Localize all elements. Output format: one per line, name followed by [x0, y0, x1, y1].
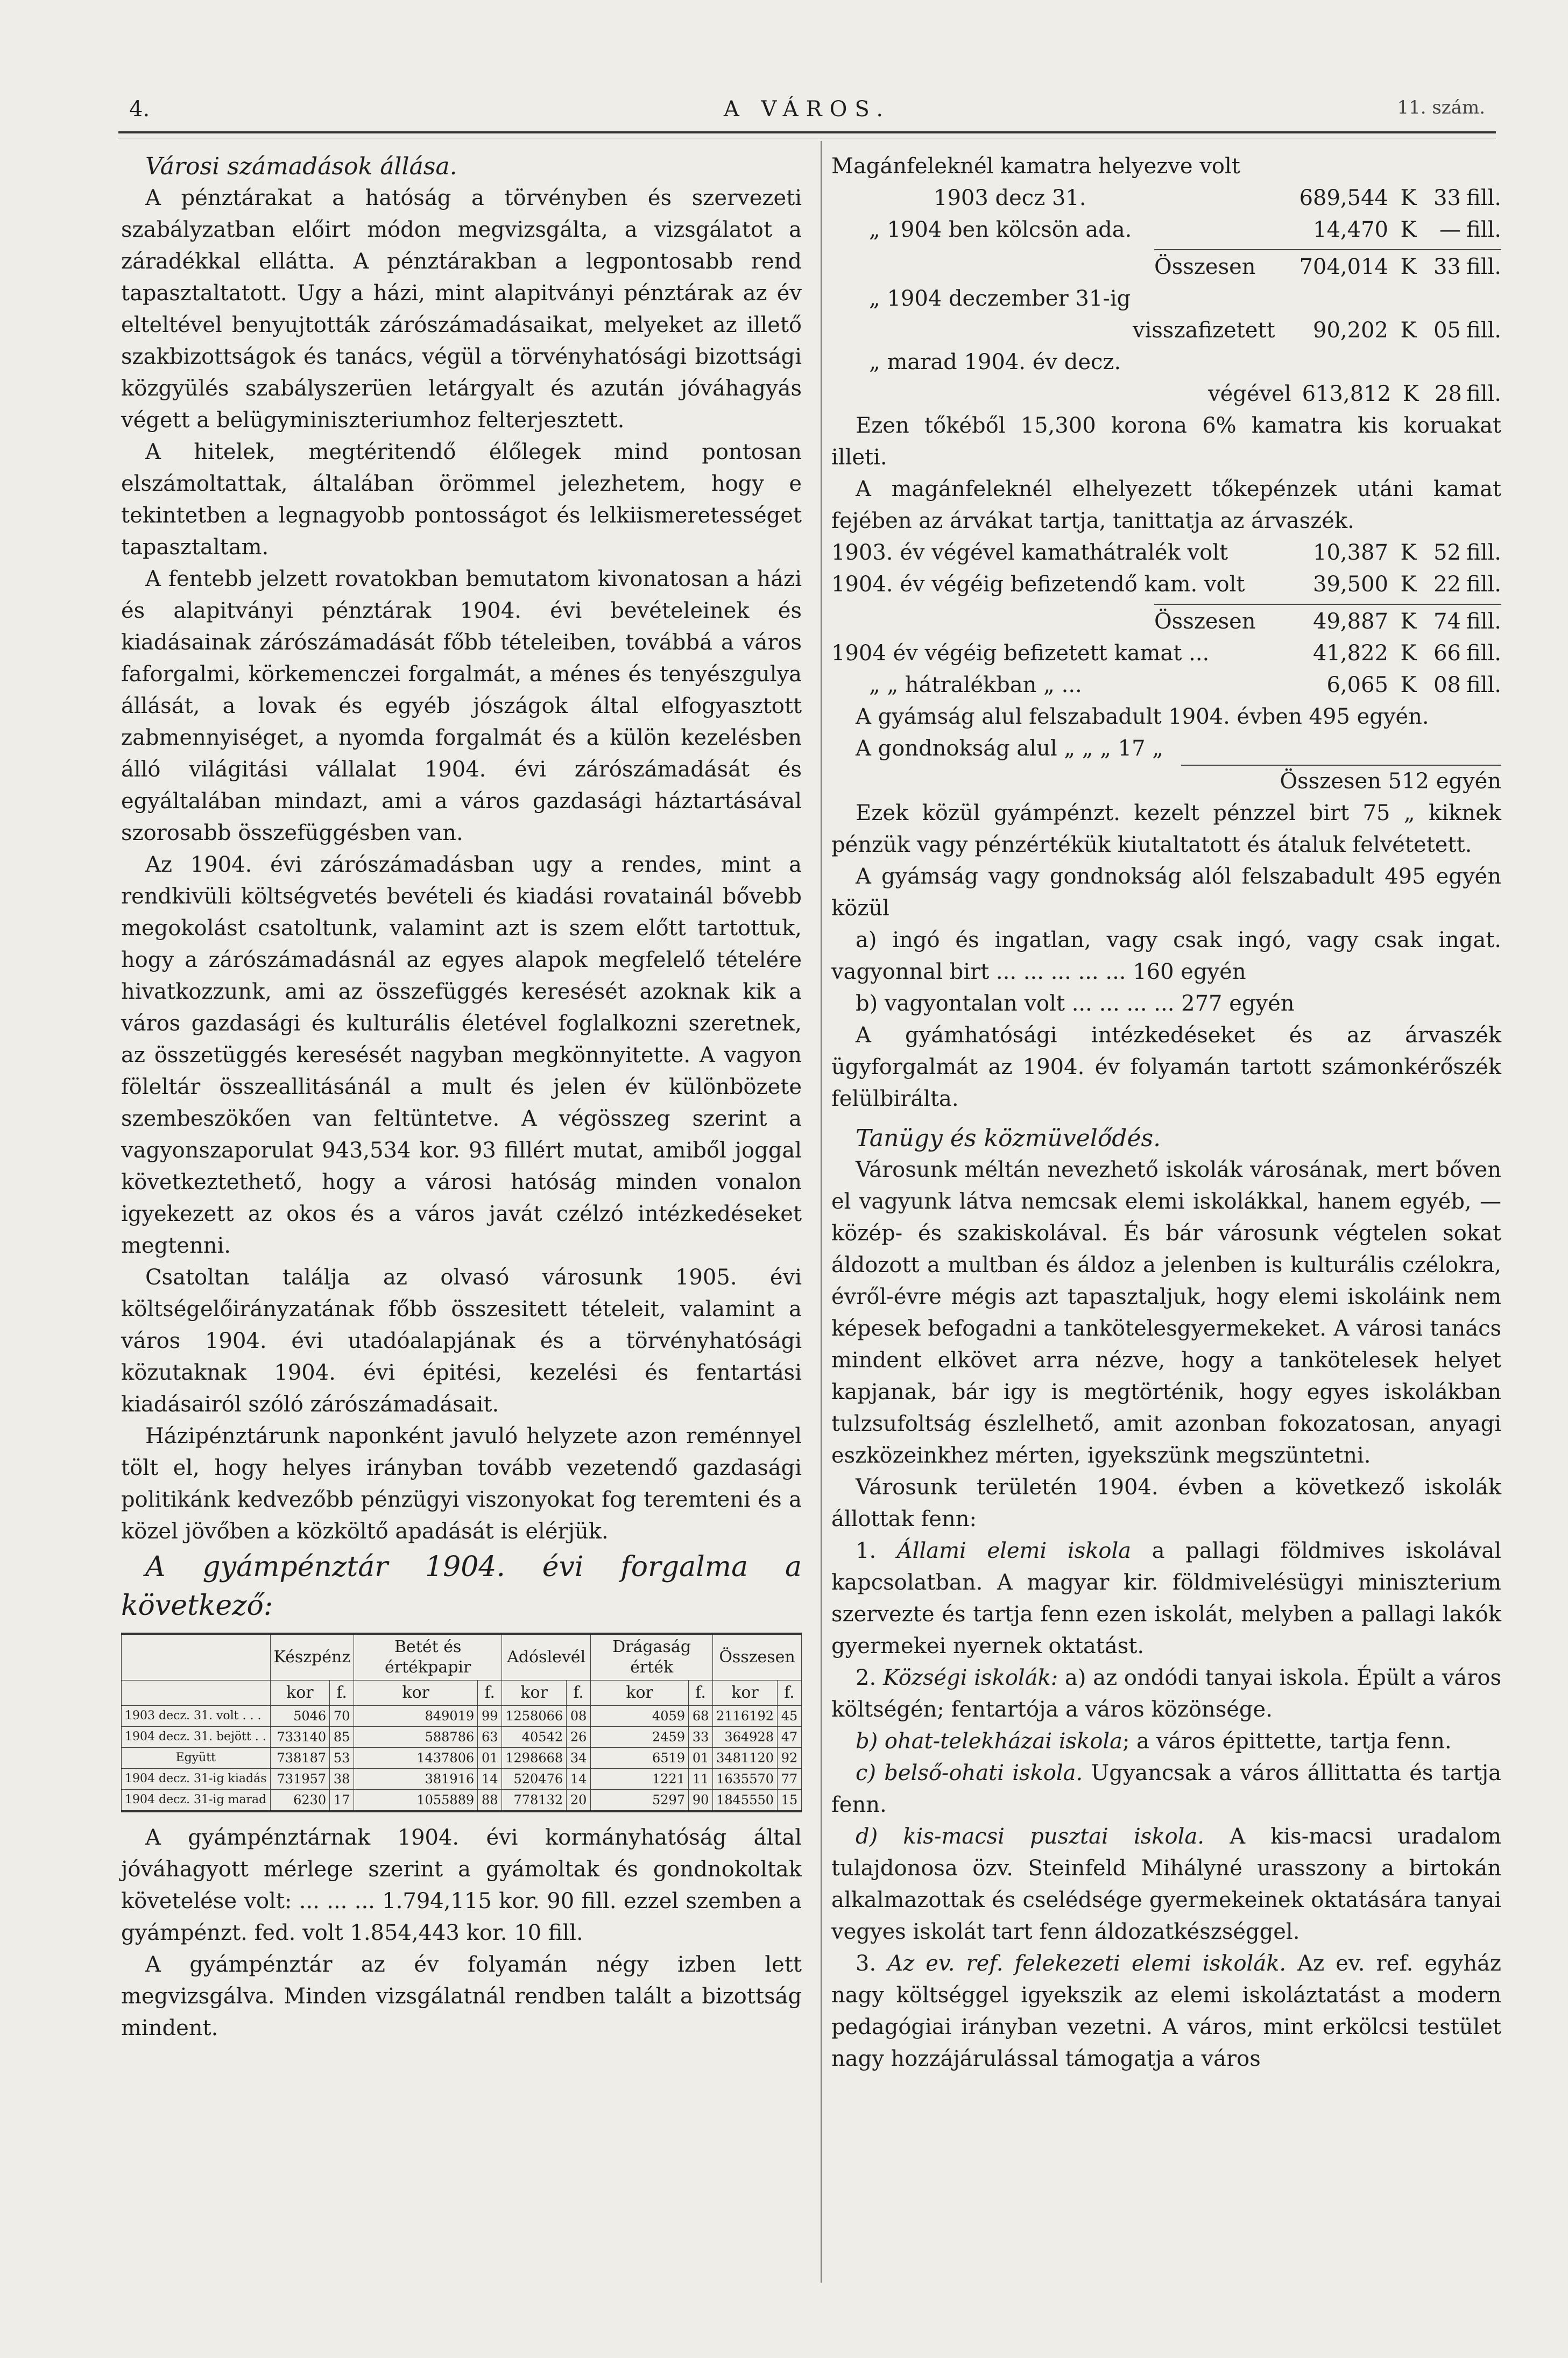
finance-row: [831, 537, 1501, 569]
cell: 08: [567, 1706, 591, 1727]
table-corner: [122, 1681, 271, 1706]
finance-label: Összesen: [1154, 609, 1256, 634]
cell: 01: [689, 1748, 713, 1769]
section-heading-education: Tanügy és közmüvelődés.: [856, 1125, 1161, 1152]
finance-amount: 613,812: [1302, 382, 1392, 406]
cell: 1221: [591, 1769, 689, 1790]
finance-label: 1903. év végével kamathátralék volt: [831, 540, 1228, 565]
finance-fill-label: fill.: [1466, 318, 1501, 343]
finance-amount: 704,014: [1299, 255, 1388, 279]
school-text: A kis-macsi uradalom tulajdonosa özv. Steinfeld Mihályné urasszony a birtokán alkalmazottak és cselédsége gyermekeinek oktatására tanyai vegyes iskolát tart fenn áldozatkészséggel.: [831, 1824, 1501, 1944]
finance-filler: 28: [1434, 382, 1462, 406]
cell: 15: [778, 1790, 802, 1812]
finance-fill-label: fill.: [1466, 572, 1501, 597]
paragraph: Ezek közül gyámpénzt. kezelt pénzzel birt 75 „ kiknek pénzük vagy pénzértékük kiutaltatott és átaluk felvétetett.: [831, 801, 1501, 857]
finance-amount: 689,544: [1299, 186, 1388, 210]
finance-amount: 39,500: [1313, 572, 1388, 597]
cell: 14: [567, 1769, 591, 1790]
section-heading-accounts: Városi számadások állása.: [145, 153, 457, 180]
column-divider: [821, 141, 822, 2283]
paragraph: b) vagyontalan volt ... ... ... ... 277 egyén: [856, 991, 1295, 1016]
school-text: Ugyancsak a város állittatta és tartja fenn.: [831, 1761, 1502, 1817]
finance-row: [831, 214, 1501, 246]
finance-amount: 14,470: [1313, 217, 1388, 242]
finance-label: végével: [1208, 382, 1291, 406]
table-row: [122, 1790, 802, 1812]
cell: 26: [567, 1727, 591, 1748]
school-title: Községi iskolák:: [882, 1665, 1058, 1690]
cell: 2116192: [713, 1706, 778, 1727]
finance-row: [831, 315, 1501, 347]
finance-unit: K: [1400, 255, 1417, 279]
finance-unit: K: [1400, 217, 1417, 242]
cell: 01: [478, 1748, 502, 1769]
table-row: [122, 1748, 802, 1769]
finance-label: visszafizetett: [1133, 318, 1275, 343]
finance-filler: 05: [1433, 318, 1461, 343]
right-column: [831, 151, 1501, 2075]
school-text: Az ev. ref. egyház nagy költséggel igyekszik az elemi iskoláztatást a modern pedagógiai irányban vezetni. A város, mint erkölcsi testület nagy hozzájárulással támogatja a város: [831, 1951, 1502, 2071]
finance-fill-label: fill.: [1466, 255, 1501, 279]
finance-unit: K: [1400, 186, 1417, 210]
cell: 45: [778, 1706, 802, 1727]
total-line: Összesen 512 egyén: [1181, 765, 1501, 797]
cell: 733140: [270, 1727, 330, 1748]
finance-row: [831, 378, 1501, 410]
finance-row: [831, 569, 1501, 601]
finance-filler: 33: [1433, 255, 1461, 279]
paragraph: A gyámpénztárnak 1904. évi kormányhatóság által jóváhagyott mérlege szerint a gyámoltak és gondnokoltak követelése volt: ... ... ... 1.794,115 kor. 90 fill. ezzel szemben a gyámpénzt. fed. volt 1.854,443 kor. 10 fill.: [121, 1825, 802, 1945]
finance-label: Összesen: [1154, 255, 1256, 279]
col-header: Készpénz: [270, 1634, 354, 1681]
finance-filler: 74: [1433, 609, 1461, 634]
finance-total-row: [1154, 604, 1501, 638]
cell: 38: [330, 1769, 354, 1790]
cell: 14: [478, 1769, 502, 1790]
newspaper-title: A VÁROS.: [723, 97, 891, 122]
guardianship-fund-table: [121, 1633, 802, 1812]
left-column: [121, 151, 802, 2044]
cell: 1298668: [502, 1748, 567, 1769]
unit-f: f.: [330, 1681, 354, 1706]
cell: 2459: [591, 1727, 689, 1748]
unit-kor: kor: [354, 1681, 478, 1706]
cell: 90: [689, 1790, 713, 1812]
finance-filler: 33: [1433, 186, 1461, 210]
cell: 4059: [591, 1706, 689, 1727]
school-title: b) ohat-telekházai iskola: [856, 1729, 1122, 1754]
section-heading-guardianship-fund: A gyámpénztár 1904. évi forgalma a következő:: [121, 1551, 802, 1622]
cell: 5046: [270, 1706, 330, 1727]
unit-f: f.: [778, 1681, 802, 1706]
finance-label: 1903 decz 31.: [934, 186, 1086, 210]
finance-filler: 66: [1433, 641, 1461, 666]
cell: 20: [567, 1790, 591, 1812]
paragraph: A gyámpénztár az év folyamán négy izben lett megvizsgálva. Minden vizsgálatnál rendben talált a bizottság mindent.: [121, 1952, 802, 2041]
finance-label: 1904. év végéig befizetendő kam. volt: [831, 572, 1245, 597]
paragraph: A hitelek, megtéritendő élőlegek mind pontosan elszámoltattak, általában örömmel jelezhetem, hogy e tekintetben a legnagyobb pontosságot és lelkiismeretességet tapasztaltam.: [121, 440, 802, 560]
item-number: 2.: [856, 1665, 877, 1690]
table-row: [122, 1769, 802, 1790]
cell: 77: [778, 1769, 802, 1790]
unit-kor: kor: [270, 1681, 330, 1706]
paragraph: Az 1904. évi zárószámadásban ugy a rendes, mint a rendkivüli költségvetés bevételi és kiadási rovatainál bővebb megokolást csatoltunk, valamint azt is szem előtt tartottuk, hogy a zárószámadásnál az egyes alapok megfelelő tételére hivatkozzunk, ami az összefüggés keresését azoknak kik a város gazdasági és kulturális életével foglalkozni szeretnek, az összetüggés keresését nagyban megkönnyitette. A vagyon föleltár összeallitásánál a mult és jelen év különbözete szembeszökően van feltüntetve. A végösszeg szerint a vagyonszaporulat 943,534 kor. 93 fillért mutat, amiből joggal következtethető, hogy a városi hatóság minden vonalon igyekezett az okos és a város javát czélzó intézkedéseket megtenni.: [121, 852, 802, 1258]
paragraph: Ezen tőkéből 15,300 korona 6% kamatra kis koruakat illeti.: [831, 413, 1501, 470]
cell: 364928: [713, 1727, 778, 1748]
finance-caption: „ 1904 deczember 31-ig: [869, 286, 1131, 311]
school-title: d) kis-macsi pusztai iskola.: [856, 1824, 1204, 1849]
cell: 6230: [270, 1790, 330, 1812]
table-row: [122, 1727, 802, 1748]
finance-fill-label: fill.: [1466, 641, 1501, 666]
finance-amount: 49,887: [1313, 609, 1388, 634]
page-number: 4.: [129, 97, 150, 122]
cell: 11: [689, 1769, 713, 1790]
school-item: [831, 1662, 1501, 1726]
cell: 85: [330, 1727, 354, 1748]
cell: 68: [689, 1706, 713, 1727]
cell: 6519: [591, 1748, 689, 1769]
school-text: ; a város épittette, tartja fenn.: [1122, 1729, 1452, 1754]
cell: 778132: [502, 1790, 567, 1812]
finance-label: 1904 év végéig befizetett kamat ...: [831, 641, 1210, 666]
paragraph: A gondnokság alul „ „ „ 17 „: [856, 736, 1163, 761]
cell: 1258066: [502, 1706, 567, 1727]
table-unit-row: [122, 1681, 802, 1706]
row-label: 1903 decz. 31. volt . . .: [122, 1706, 271, 1727]
school-text: a pallagi földmives iskolával kapcsolatban. A magyar kir. földmivelésügyi miniszterium szervezte és tartja fenn ezen iskolát, melyben a pallagi lakók gyermekei nyernek oktatást.: [831, 1538, 1502, 1658]
paragraph: A gyámság vagy gondnokság alól felszabadult 495 egyén közül: [831, 864, 1501, 921]
col-header: Adóslevél: [502, 1634, 591, 1681]
finance-unit: K: [1400, 609, 1417, 634]
school-item: [831, 1726, 1501, 1757]
paragraph: Magánfeleknél kamatra helyezve volt: [831, 154, 1240, 179]
cell: 17: [330, 1790, 354, 1812]
item-number: 3.: [856, 1951, 877, 1976]
school-title: Állami elemi iskola: [896, 1538, 1132, 1563]
cell: 849019: [354, 1706, 478, 1727]
unit-kor: kor: [502, 1681, 567, 1706]
finance-unit: K: [1400, 641, 1417, 666]
finance-unit: K: [1400, 318, 1417, 343]
finance-unit: K: [1400, 572, 1417, 597]
cell: 1845550: [713, 1790, 778, 1812]
finance-fill-label: fill.: [1466, 186, 1501, 210]
finance-fill-label: fill.: [1466, 609, 1501, 634]
cell: 738187: [270, 1748, 330, 1769]
finance-filler: 52: [1433, 540, 1461, 565]
finance-fill-label: fill.: [1466, 540, 1501, 565]
cell: 63: [478, 1727, 502, 1748]
finance-amount: 90,202: [1313, 318, 1388, 343]
cell: 40542: [502, 1727, 567, 1748]
row-label: Együtt: [122, 1748, 271, 1769]
issue-number: 11. szám.: [1397, 97, 1485, 118]
cell: 381916: [354, 1769, 478, 1790]
paragraph: Városunk területén 1904. évben a következő iskolák állottak fenn:: [831, 1475, 1501, 1531]
col-header: Betét és értékpapir: [354, 1634, 502, 1681]
finance-unit: K: [1400, 673, 1417, 697]
finance-fill-label: fill.: [1466, 673, 1501, 697]
page-header: [129, 97, 1485, 135]
finance-amount: 41,822: [1313, 641, 1388, 666]
cell: 1055889: [354, 1790, 478, 1812]
unit-kor: kor: [591, 1681, 689, 1706]
row-label: 1904 decz. 31-ig marad: [122, 1790, 271, 1812]
cell: 34: [567, 1748, 591, 1769]
cell: 731957: [270, 1769, 330, 1790]
cell: 70: [330, 1706, 354, 1727]
cell: 92: [778, 1748, 802, 1769]
paragraph: Csatoltan találja az olvasó városunk 1905. évi költségelőirányzatának főbb összesitett tételeit, valamint a város 1904. évi utadóalapjának és a törvényhatósági közutaknak 1904. évi épitési, kezelési és fentartási kiadásairól szóló zárószámadásait.: [121, 1265, 802, 1417]
paragraph: a) ingó és ingatlan, vagy csak ingó, vagy csak ingat. vagyonnal birt ... ... ... ... ... 160 egyén: [831, 928, 1501, 984]
finance-amount: 6,065: [1326, 673, 1388, 697]
school-item: [831, 1821, 1501, 1948]
finance-fill-label: fill.: [1466, 382, 1502, 406]
paragraph: A fentebb jelzett rovatokban bemutatom kivonatosan a házi és alapitványi pénztárak 1904. évi bevételeinek és kiadásainak zárószámadását főbb tételeiben, továbbá a város faforgalmi, körkemenczei forgalmát, a ménes és tenyészgulya állását, a lovak és egyéb jószágok által elfogyasztott zabmennyiséget, a nyomda forgalmát és a külön kezelésben álló világitási vállalat 1904. évi zárószámadását és egyáltalában mindazt, ami a város gazdasági háztartásával szorosabb összefüggésben van.: [121, 567, 802, 845]
unit-kor: kor: [713, 1681, 778, 1706]
cell: 1437806: [354, 1748, 478, 1769]
table-row: [122, 1706, 802, 1727]
cell: 520476: [502, 1769, 567, 1790]
cell: 53: [330, 1748, 354, 1769]
cell: 88: [478, 1790, 502, 1812]
cell: 47: [778, 1727, 802, 1748]
finance-row: [831, 638, 1501, 669]
col-header: Drágaság érték: [591, 1634, 713, 1681]
table-header-row: [122, 1634, 802, 1681]
cell: 99: [478, 1706, 502, 1727]
finance-filler: 08: [1433, 673, 1461, 697]
finance-row: [831, 182, 1501, 214]
finance-fill-label: fill.: [1466, 217, 1501, 242]
paragraph: Házipénztárunk naponként javuló helyzete azon reménnyel tölt el, hogy helyes irányban tovább vezetendő gazdasági politikánk kedvezőbb pénzügyi viszonyokat fog teremteni és a közel jövőben a közköltő apadását is elérjük.: [121, 1424, 802, 1544]
unit-f: f.: [567, 1681, 591, 1706]
cell: 588786: [354, 1727, 478, 1748]
finance-label: „ 1904 ben kölcsön ada.: [869, 217, 1132, 242]
school-item: [831, 1757, 1501, 1821]
paragraph: Városunk méltán nevezhető iskolák városának, mert bőven el vagyunk látva nemcsak elemi iskolákkal, hanem egyéb, — közép- és szakiskolával. És bár városunk végtelen sokat áldozott a multban és áldoz a jelenben is kulturális czélokra, évről-évre mégis azt tapasztaljuk, hogy elemi iskoláink nem képesek befogadni a tankötelesgyermekeket. A városi tanács mindent elkövet arra nézve, hogy a tankötelesek helyet kapjanak, bár igy is megtörténik, hogy egyes iskolákban tulzsufoltság észlelhető, amit azonban fokozatosan, anyagi eszközeinkhez mérten, igyekszünk megszüntetni.: [831, 1157, 1501, 1468]
finance-amount: 10,387: [1313, 540, 1388, 565]
finance-label: „ „ hátralékban „ ...: [869, 673, 1082, 697]
school-title: Az ev. ref. felekezeti elemi iskolák.: [887, 1951, 1287, 1976]
paragraph: A magánfeleknél elhelyezett tőkepénzek utáni kamat fejében az árvákat tartja, tanittatja az árvaszék.: [831, 477, 1501, 533]
row-label: 1904 decz. 31. bejött . .: [122, 1727, 271, 1748]
school-item: [831, 1948, 1501, 2075]
finance-caption: „ marad 1904. év decz.: [869, 350, 1121, 375]
item-number: 1.: [856, 1538, 877, 1563]
school-title: c) belső-ohati iskola.: [856, 1761, 1083, 1785]
paragraph: A gyámság alul felszabadult 1904. évben 495 egyén.: [856, 704, 1429, 729]
paragraph: A pénztárakat a hatóság a törvényben és szervezeti szabályzatban előirt módon megvizsgálta, a vizsgálatot a záradékkal ellátta. A pénztárakban a legpontosabb rend tapasztaltatott. Ugy a házi, mint alapitványi pénztárak az év elteltével benyujtották zárószámadásaikat, melyeket az illető szakbizottságok és tanács, végül a törvényhatósági bizottsági közgyülés szabályszerüen letárgyalt és azután jóváhagyás végett a belügyminiszteriumhoz felterjesztett.: [121, 186, 802, 433]
finance-unit: K: [1400, 540, 1417, 565]
header-rule: [118, 131, 1496, 133]
cell: 1635570: [713, 1769, 778, 1790]
unit-f: f.: [689, 1681, 713, 1706]
cell: 33: [689, 1727, 713, 1748]
cell: 5297: [591, 1790, 689, 1812]
school-text: a) az ondódi tanyai iskola. Épült a város költségén; fentartója a város közönsége.: [831, 1665, 1502, 1722]
row-label: 1904 decz. 31-ig kiadás: [122, 1769, 271, 1790]
paragraph: A gyámhatósági intézkedéseket és az árvaszék ügyforgalmát az 1904. év folyamán tartott számonkérőszék felülbirálta.: [831, 1023, 1501, 1111]
cell: 3481120: [713, 1748, 778, 1769]
finance-row: [831, 669, 1501, 701]
table-corner: [122, 1634, 271, 1681]
finance-filler: —: [1439, 217, 1461, 242]
finance-total-row: [1154, 249, 1501, 283]
unit-f: f.: [478, 1681, 502, 1706]
school-item: [831, 1535, 1501, 1662]
finance-unit: K: [1402, 382, 1419, 406]
col-header: Összesen: [713, 1634, 802, 1681]
finance-filler: 22: [1433, 572, 1461, 597]
